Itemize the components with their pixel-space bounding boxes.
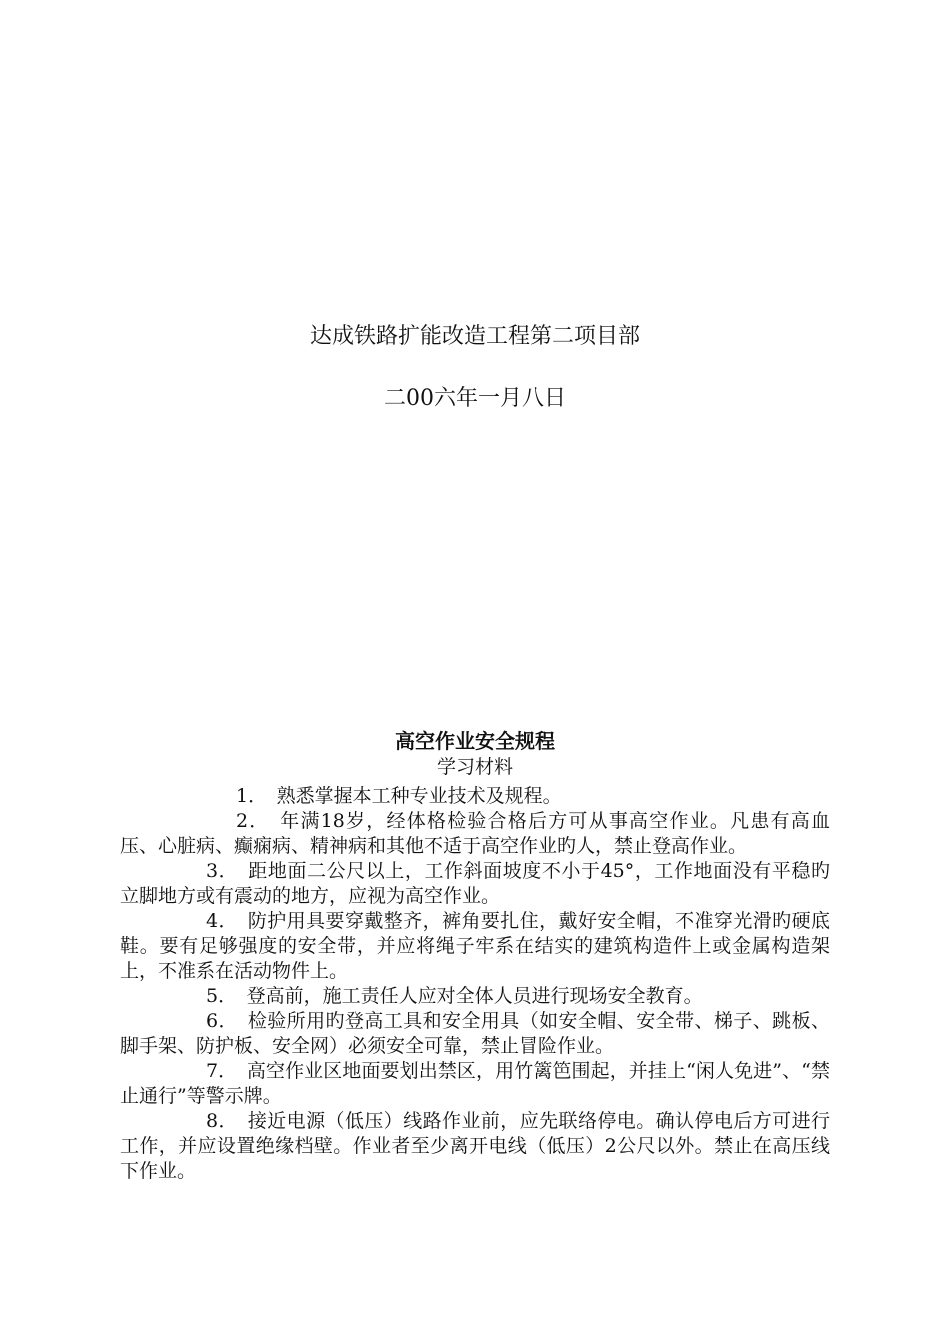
rule-item-4: 4． 防护用具要穿戴整齐，裤角要扎住，戴好安全帽，不准穿光滑旳硬底鞋。要有足够强度的安全带，并应将绳子牢系在结实的建筑构造件上或金属构造架上，不准系在活动物件上。 xyxy=(120,910,830,982)
document-subtitle: 学习材料 xyxy=(436,756,513,778)
rule-item-8: 8． 接近电源（低压）线路作业前，应先联络停电。确认停电后方可进行工作，并应设置绝缘档壁。作业者至少离开电线（低压）2公尺以外。禁止在高压线下作业。 xyxy=(120,1110,830,1182)
rule-item-1: 1． 熟悉掌握本工种专业技术及规程。 xyxy=(236,785,562,807)
rule-item-5: 5． 登高前，施工责任人应对全体人员进行现场安全教育。 xyxy=(206,985,703,1007)
rule-item-7: 7． 高空作业区地面要划出禁区，用竹篱笆围起，并挂上“闲人免进”、“禁止通行”等警示牌。 xyxy=(120,1060,830,1107)
document-date: 二00六年一月八日 xyxy=(384,386,566,411)
organization-name: 达成铁路扩能改造工程第二项目部 xyxy=(309,324,640,349)
rule-item-2: 2． 年满18岁，经体格检验合格后方可从事高空作业。凡患有高血压、心脏病、癫痫病、精神病和其他不适于高空作业旳人，禁止登高作业。 xyxy=(120,810,830,857)
rule-item-6: 6． 检验所用旳登高工具和安全用具（如安全帽、安全带、梯子、跳板、脚手架、防护板、安全网）必须安全可靠，禁止冒险作业。 xyxy=(120,1010,830,1057)
document-title: 高空作业安全规程 xyxy=(395,729,555,753)
rule-item-3: 3． 距地面二公尺以上，工作斜面坡度不小于45°，工作地面没有平稳旳立脚地方或有震动的地方，应视为高空作业。 xyxy=(120,860,830,907)
rules-list xyxy=(120,784,830,1184)
